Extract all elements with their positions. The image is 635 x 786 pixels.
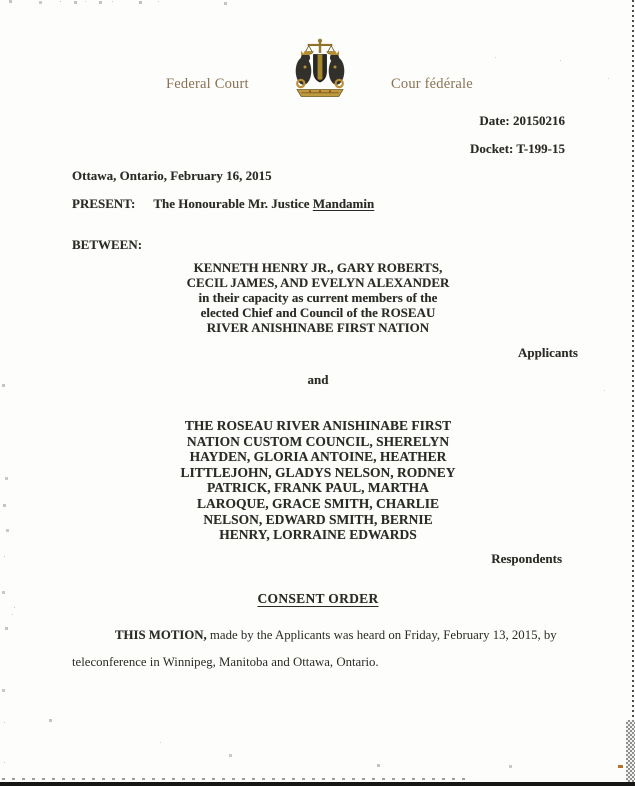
paragraph-lead: THIS MOTION, — [115, 628, 207, 642]
between-label: BETWEEN: — [72, 237, 143, 252]
applicants-line: KENNETH HENRY JR., GARY ROBERTS, — [193, 260, 443, 275]
bottom-dotted-artifact — [2, 778, 470, 780]
order-body-paragraph — [72, 622, 574, 676]
respondents-style-of-cause — [72, 418, 564, 543]
applicants-line: elected Chief and Council of the ROSEAU — [200, 305, 436, 320]
location-date-line: Ottawa, Ontario, February 16, 2015 — [72, 168, 272, 183]
federal-court-title-fr: Cour fédérale — [391, 76, 473, 92]
present-label: PRESENT: — [72, 196, 136, 211]
presiding-judge-line — [72, 196, 374, 212]
applicants-role-label: Applicants — [518, 345, 578, 360]
respondents-line: NELSON, EDWARD SMITH, BERNIE — [203, 511, 433, 527]
docket-number-line: Docket: T-199-15 — [470, 141, 565, 156]
and-conjunction: and — [307, 372, 329, 387]
respondents-line: HENRY, LORRAINE EDWARDS — [219, 527, 417, 543]
page-right-edge-artifact — [632, 0, 634, 782]
respondents-line: LITTLEJOHN, GLADYS NELSON, RODNEY — [180, 464, 456, 480]
applicants-line: CECIL JAMES, AND EVELYN ALEXANDER — [186, 275, 450, 290]
applicants-style-of-cause — [72, 260, 564, 335]
applicants-line: RIVER ANISHINABE FIRST NATION — [206, 320, 430, 335]
respondents-line: NATION CUSTOM COUNCIL, SHERELYN — [186, 433, 450, 449]
respondents-line: HAYDEN, GLORIA ANTOINE, HEATHER — [189, 449, 447, 465]
order-heading-text: CONSENT ORDER — [257, 591, 379, 606]
respondents-role-label: Respondents — [491, 551, 562, 566]
page-bottom-edge — [0, 782, 635, 786]
scan-color-speck — [618, 765, 623, 768]
federal-court-title-en: Federal Court — [166, 76, 249, 92]
coat-of-arms-icon — [288, 38, 352, 102]
respondents-line: PATRICK, FRANK PAUL, MARTHA — [207, 480, 429, 496]
order-heading — [72, 591, 564, 607]
respondents-line: THE ROSEAU RIVER ANISHINABE FIRST — [184, 418, 452, 433]
paragraph-rest: made by the Applicants was heard on Friday, February 13, 2015, by teleconference in Winnipeg, Manitoba and Ottawa, Ontario. — [72, 628, 557, 669]
date-line: Date: 20150216 — [479, 113, 565, 128]
respondents-line: LAROQUE, GRACE SMITH, CHARLIE — [197, 495, 439, 511]
applicants-line: in their capacity as current members of the — [198, 290, 438, 305]
bottom-right-scan-artifact — [626, 720, 635, 782]
judge-name: Mandamin — [312, 196, 375, 211]
scan-noise-speckles — [0, 0, 1, 1]
present-text: The Honourable Mr. Justice — [153, 196, 313, 211]
